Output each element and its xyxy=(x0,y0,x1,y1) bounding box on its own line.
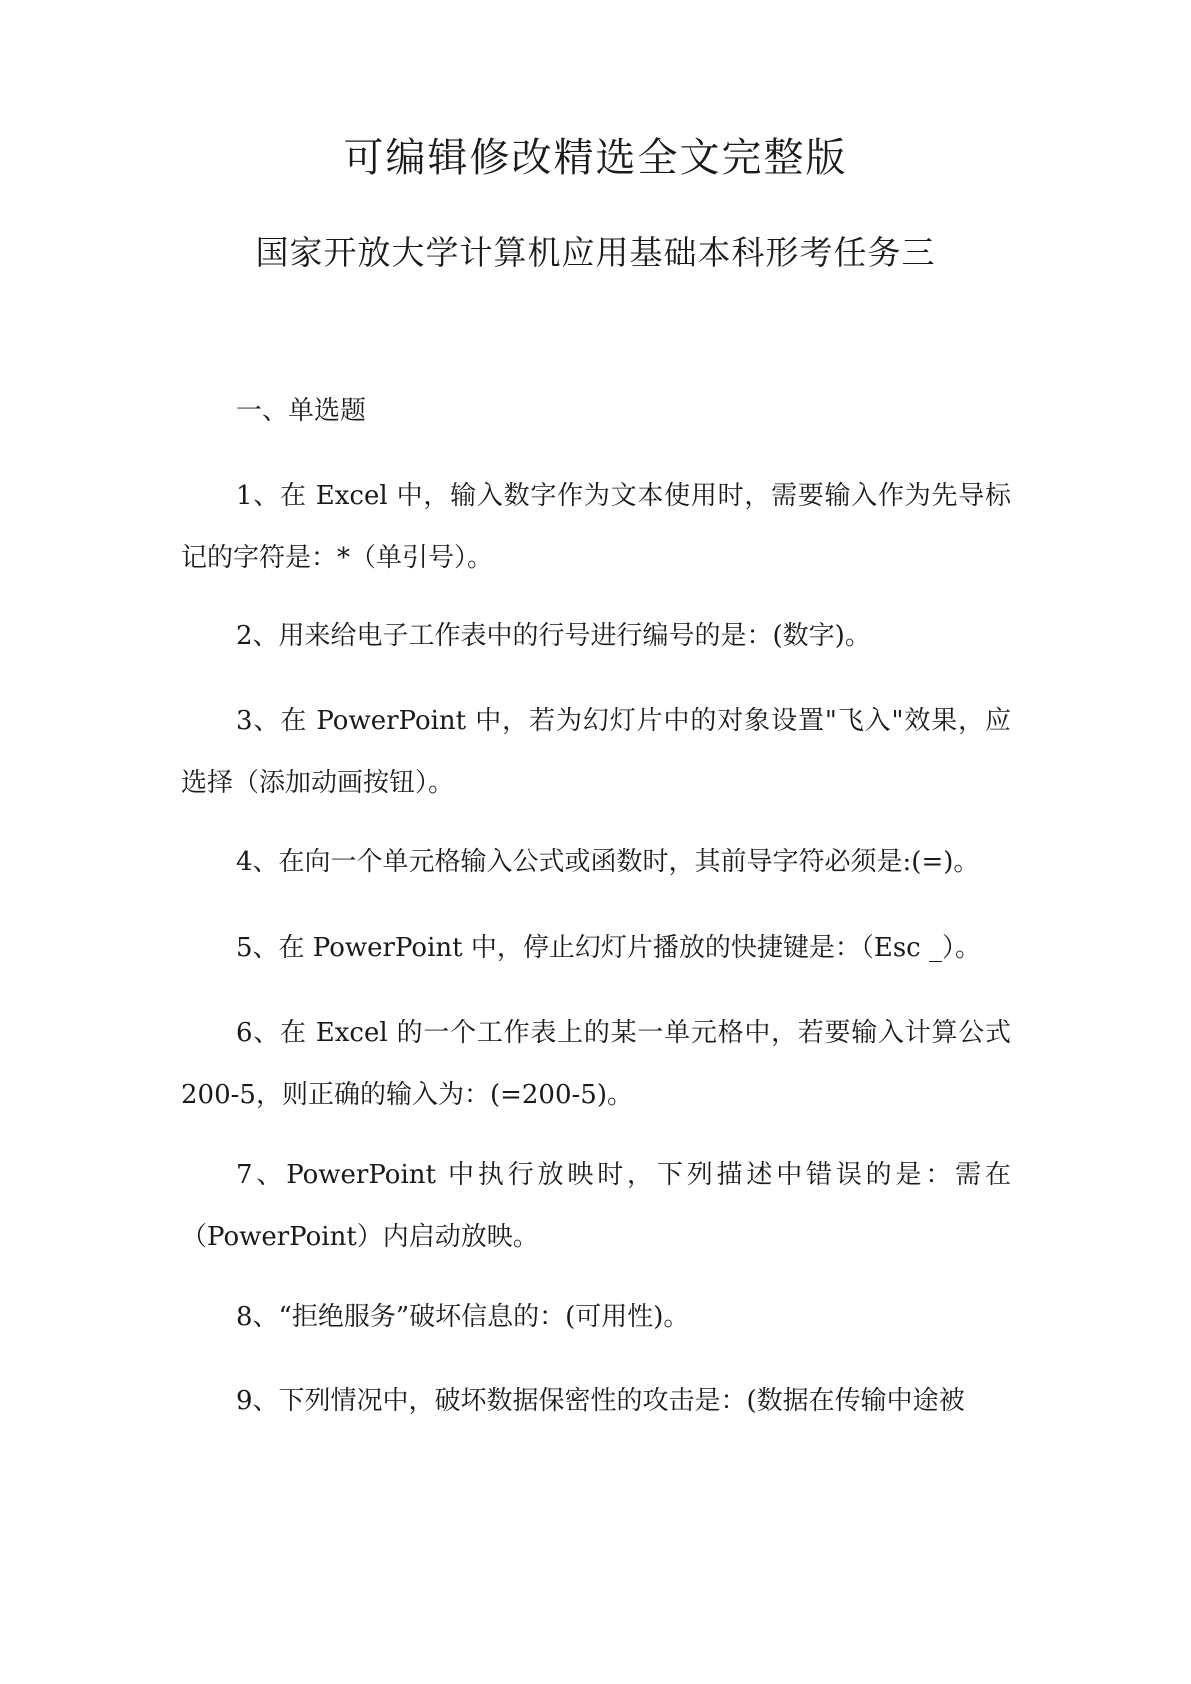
question-item-7: 7、PowerPoint 中执行放映时，下列描述中错误的是：需在（PowerPoint）内启动放映。 xyxy=(181,1160,1011,1252)
question-item-1: 1、在 Excel 中，输入数字作为文本使用时，需要输入作为先导标记的字符是：*（单引号）。 xyxy=(181,481,1011,573)
question-item-2: 2、用来给电子工作表中的行号进行编号的是：(数字)。 xyxy=(236,621,871,651)
document-title: 可编辑修改精选全文完整版 xyxy=(343,135,848,181)
question-item-8: 8、“拒绝服务”破坏信息的：(可用性)。 xyxy=(236,1302,690,1332)
question-item-9: 9、下列情况中，破坏数据保密性的攻击是：(数据在传输中途被 xyxy=(236,1386,965,1416)
question-item-6: 6、在 Excel 的一个工作表上的某一单元格中，若要输入计算公式 200-5，则正确的输入为：(=200-5)。 xyxy=(181,1018,1011,1110)
section-heading: 一、单选题 xyxy=(236,396,367,426)
question-item-5: 5、在 PowerPoint 中，停止幻灯片播放的快捷键是：（Esc _）。 xyxy=(236,933,981,963)
question-item-4: 4、在向一个单元格输入公式或函数时，其前导字符必须是:(=)。 xyxy=(236,847,980,877)
document-subtitle: 国家开放大学计算机应用基础本科形考任务三 xyxy=(255,233,936,272)
question-item-3: 3、在 PowerPoint 中，若为幻灯片中的对象设置"飞入"效果，应选择（添加动画按钮）。 xyxy=(181,706,1011,798)
